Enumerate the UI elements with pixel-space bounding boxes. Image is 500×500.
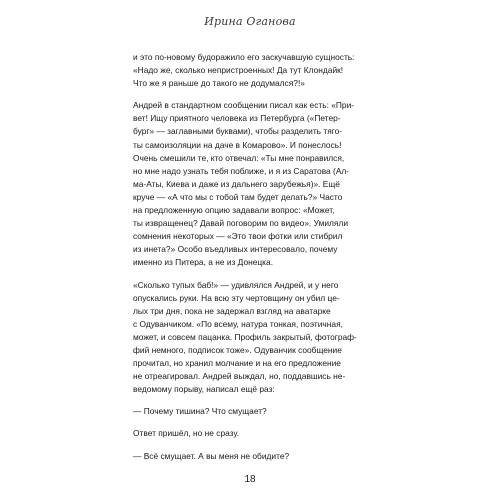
text-line: именно из Питера, а не из Донецка. (133, 257, 274, 268)
text-line: на предложенную опцию задавали вопрос: «Может, (133, 205, 335, 216)
text-line: ты самоизоляции на даче в Комарово». И понеслось! (133, 139, 342, 150)
paragraph (133, 99, 373, 269)
text-line: сомнения некоторых — «Это твои фотки или стибрил (133, 231, 343, 242)
text-line: Очень смешили те, кто отвечал: «Ты мне понравился, (133, 152, 345, 163)
paragraph (133, 51, 373, 90)
text-line: — Всё смущает. А вы меня не обидите? (133, 450, 290, 461)
text-line: лых три дня, пока не задержал взгляд на аватарке (133, 305, 331, 316)
text-line: ведомому порыву, написал ещё раз: (133, 384, 275, 395)
text-line: но мне надо узнать тебя поближе, и я из Саратова (Ал- (133, 165, 350, 176)
paragraph (133, 279, 373, 397)
text-line: круче — «А что мы с тобой там будет делать?» Часто (133, 191, 343, 202)
page-number: 18 (244, 474, 256, 485)
paragraph (133, 450, 373, 463)
text-line: из инета?» Особо въедливых интересовало, почему (133, 244, 338, 255)
body-text (133, 51, 373, 463)
text-line: прочитал, но хранил молчание и на его предложение (133, 358, 341, 369)
text-line: Андрей в стандартном сообщении писал как есть: «При- (133, 100, 355, 111)
text-line: с Одуванчиком. «По всему, натура тонкая, поэтичная, (133, 318, 343, 329)
text-line: «Сколько тупых баб!» — удивлялся Андрей, и у него (133, 279, 339, 290)
text-line: и это по-новому будоражило его заскучавшую сущность: (133, 52, 355, 62)
text-line: Ответ пришёл, но не сразу. (133, 428, 240, 439)
text-line: не отреагировал. Андрей выждал, но, поддавшись не- (133, 371, 346, 382)
text-line: ма-Аты, Киева и даже из дальнего зарубежья)». Ещё (133, 178, 340, 189)
text-line: Что же я раньше до такого не додумался?!» (133, 78, 305, 89)
text-line: фий немного, подписок тоже». Одуванчик сообщение (133, 344, 342, 355)
text-line: опускались руки. На всю эту чертовщину он убил це- (133, 292, 340, 303)
paragraph (133, 427, 373, 440)
paragraph (133, 405, 373, 418)
text-line: вет! Ищу приятного человека из Петербурга («Петер- (133, 113, 341, 124)
text-line: бург» — заглавными буквами), чтобы разделить тяго- (133, 126, 343, 137)
text-line: «Надо же, сколько непристроенных! Да тут Клондайк! (133, 65, 344, 76)
running-head: Ирина Оганова (204, 15, 296, 28)
text-line: может, и совсем пацанка. Профиль закрытый, фотограф- (133, 331, 357, 342)
text-line: — Почему тишина? Что смущает? (133, 406, 267, 417)
text-line: ты извращенец? Давай поговорим по видео». Умиляли (133, 218, 349, 229)
